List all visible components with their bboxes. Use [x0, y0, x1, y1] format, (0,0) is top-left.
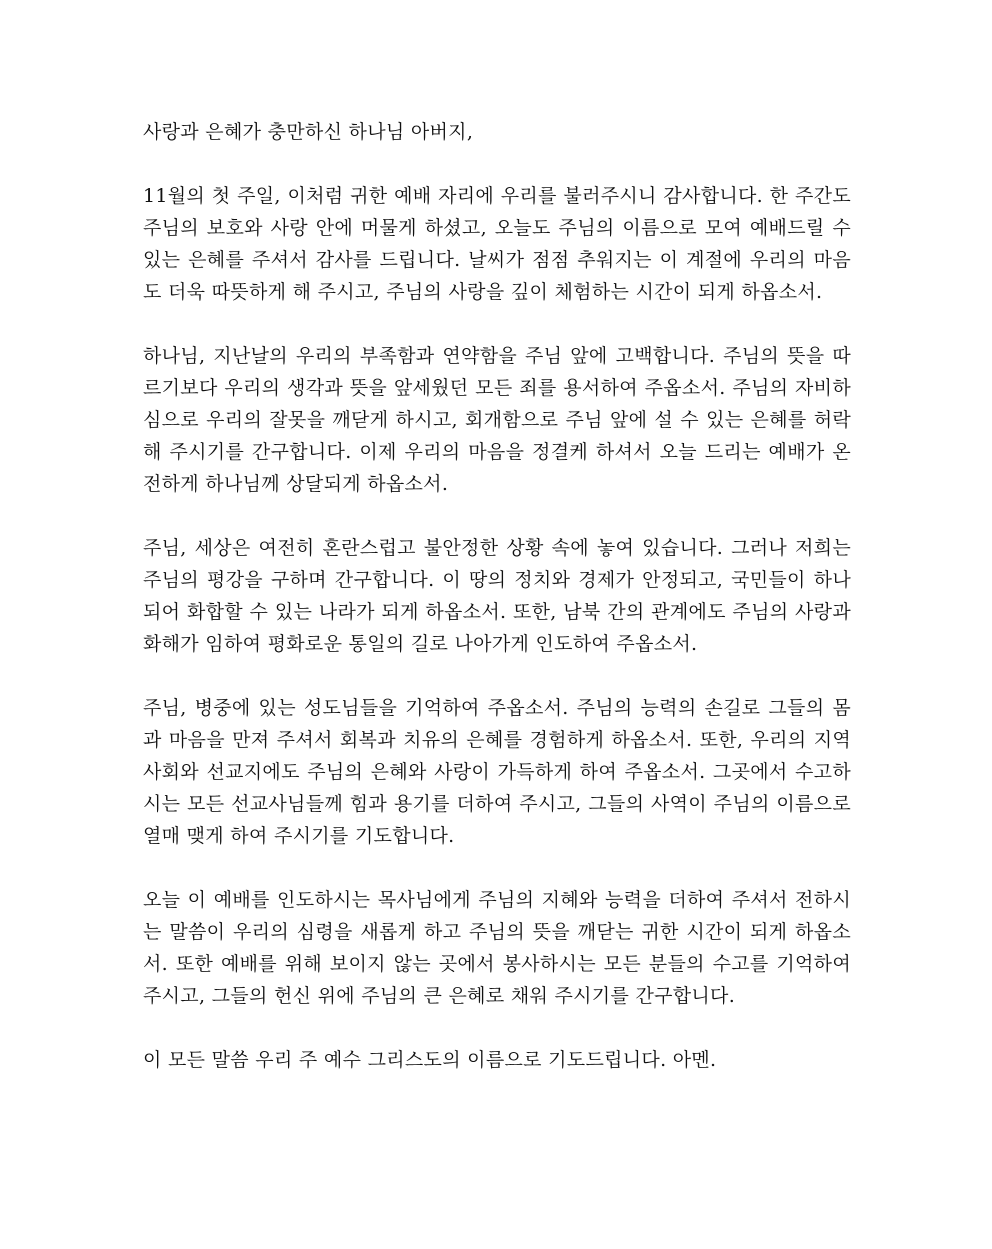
- paragraph-nation: 주님, 세상은 여전히 혼란스럽고 불안정한 상황 속에 놓여 있습니다. 그러나 저희는 주님의 평강을 구하며 간구합니다. 이 땅의 정치와 경제가 안정되고, 국민들이 하나 되어 화합할 수 있는 나라가 되게 하옵소서. 또한, 남북 간의 관계에도 주님의 사랑과 화해가 임하여 평화로운 통일의 길로 나아가게 인도하여 주옵소서.: [143, 537, 851, 655]
- greeting-line: 사랑과 은혜가 충만하신 하나님 아버지,: [143, 121, 474, 143]
- paragraph-worship: 오늘 이 예배를 인도하시는 목사님에게 주님의 지혜와 능력을 더하여 주셔서 전하시는 말씀이 우리의 심령을 새롭게 하고 주님의 뜻을 깨닫는 귀한 시간이 되게 하옵소서. 또한 예배를 위해 보이지 않는 곳에서 봉사하시는 모든 분들의 수고를 기억하여 주시고, 그들의 헌신 위에 주님의 큰 은혜로 채워 주시기를 간구합니다.: [143, 889, 851, 1007]
- prayer-text: [143, 116, 851, 1076]
- paragraph-thanksgiving: 11월의 첫 주일, 이처럼 귀한 예배 자리에 우리를 불러주시니 감사합니다. 한 주간도 주님의 보호와 사랑 안에 머물게 하셨고, 오늘도 주님의 이름으로 모여 예배드릴 수 있는 은혜를 주셔서 감사를 드립니다. 날씨가 점점 추워지는 이 계절에 우리의 마음도 더욱 따뜻하게 해 주시고, 주님의 사랑을 깊이 체험하는 시간이 되게 하옵소서.: [143, 185, 851, 303]
- closing-line: 이 모든 말씀 우리 주 예수 그리스도의 이름으로 기도드립니다. 아멘.: [143, 1049, 717, 1071]
- paragraph-intercession: 주님, 병중에 있는 성도님들을 기억하여 주옵소서. 주님의 능력의 손길로 그들의 몸과 마음을 만져 주셔서 회복과 치유의 은혜를 경험하게 하옵소서. 또한, 우리의 지역사회와 선교지에도 주님의 은혜와 사랑이 가득하게 하여 주옵소서. 그곳에서 수고하시는 모든 선교사님들께 힘과 용기를 더하여 주시고, 그들의 사역이 주님의 이름으로 열매 맺게 하여 주시기를 기도합니다.: [143, 697, 851, 847]
- paragraph-confession: 하나님, 지난날의 우리의 부족함과 연약함을 주님 앞에 고백합니다. 주님의 뜻을 따르기보다 우리의 생각과 뜻을 앞세웠던 모든 죄를 용서하여 주옵소서. 주님의 자비하심으로 우리의 잘못을 깨닫게 하시고, 회개함으로 주님 앞에 설 수 있는 은혜를 허락해 주시기를 간구합니다. 이제 우리의 마음을 정결케 하셔서 오늘 드리는 예배가 온전하게 하나님께 상달되게 하옵소서.: [143, 345, 851, 495]
